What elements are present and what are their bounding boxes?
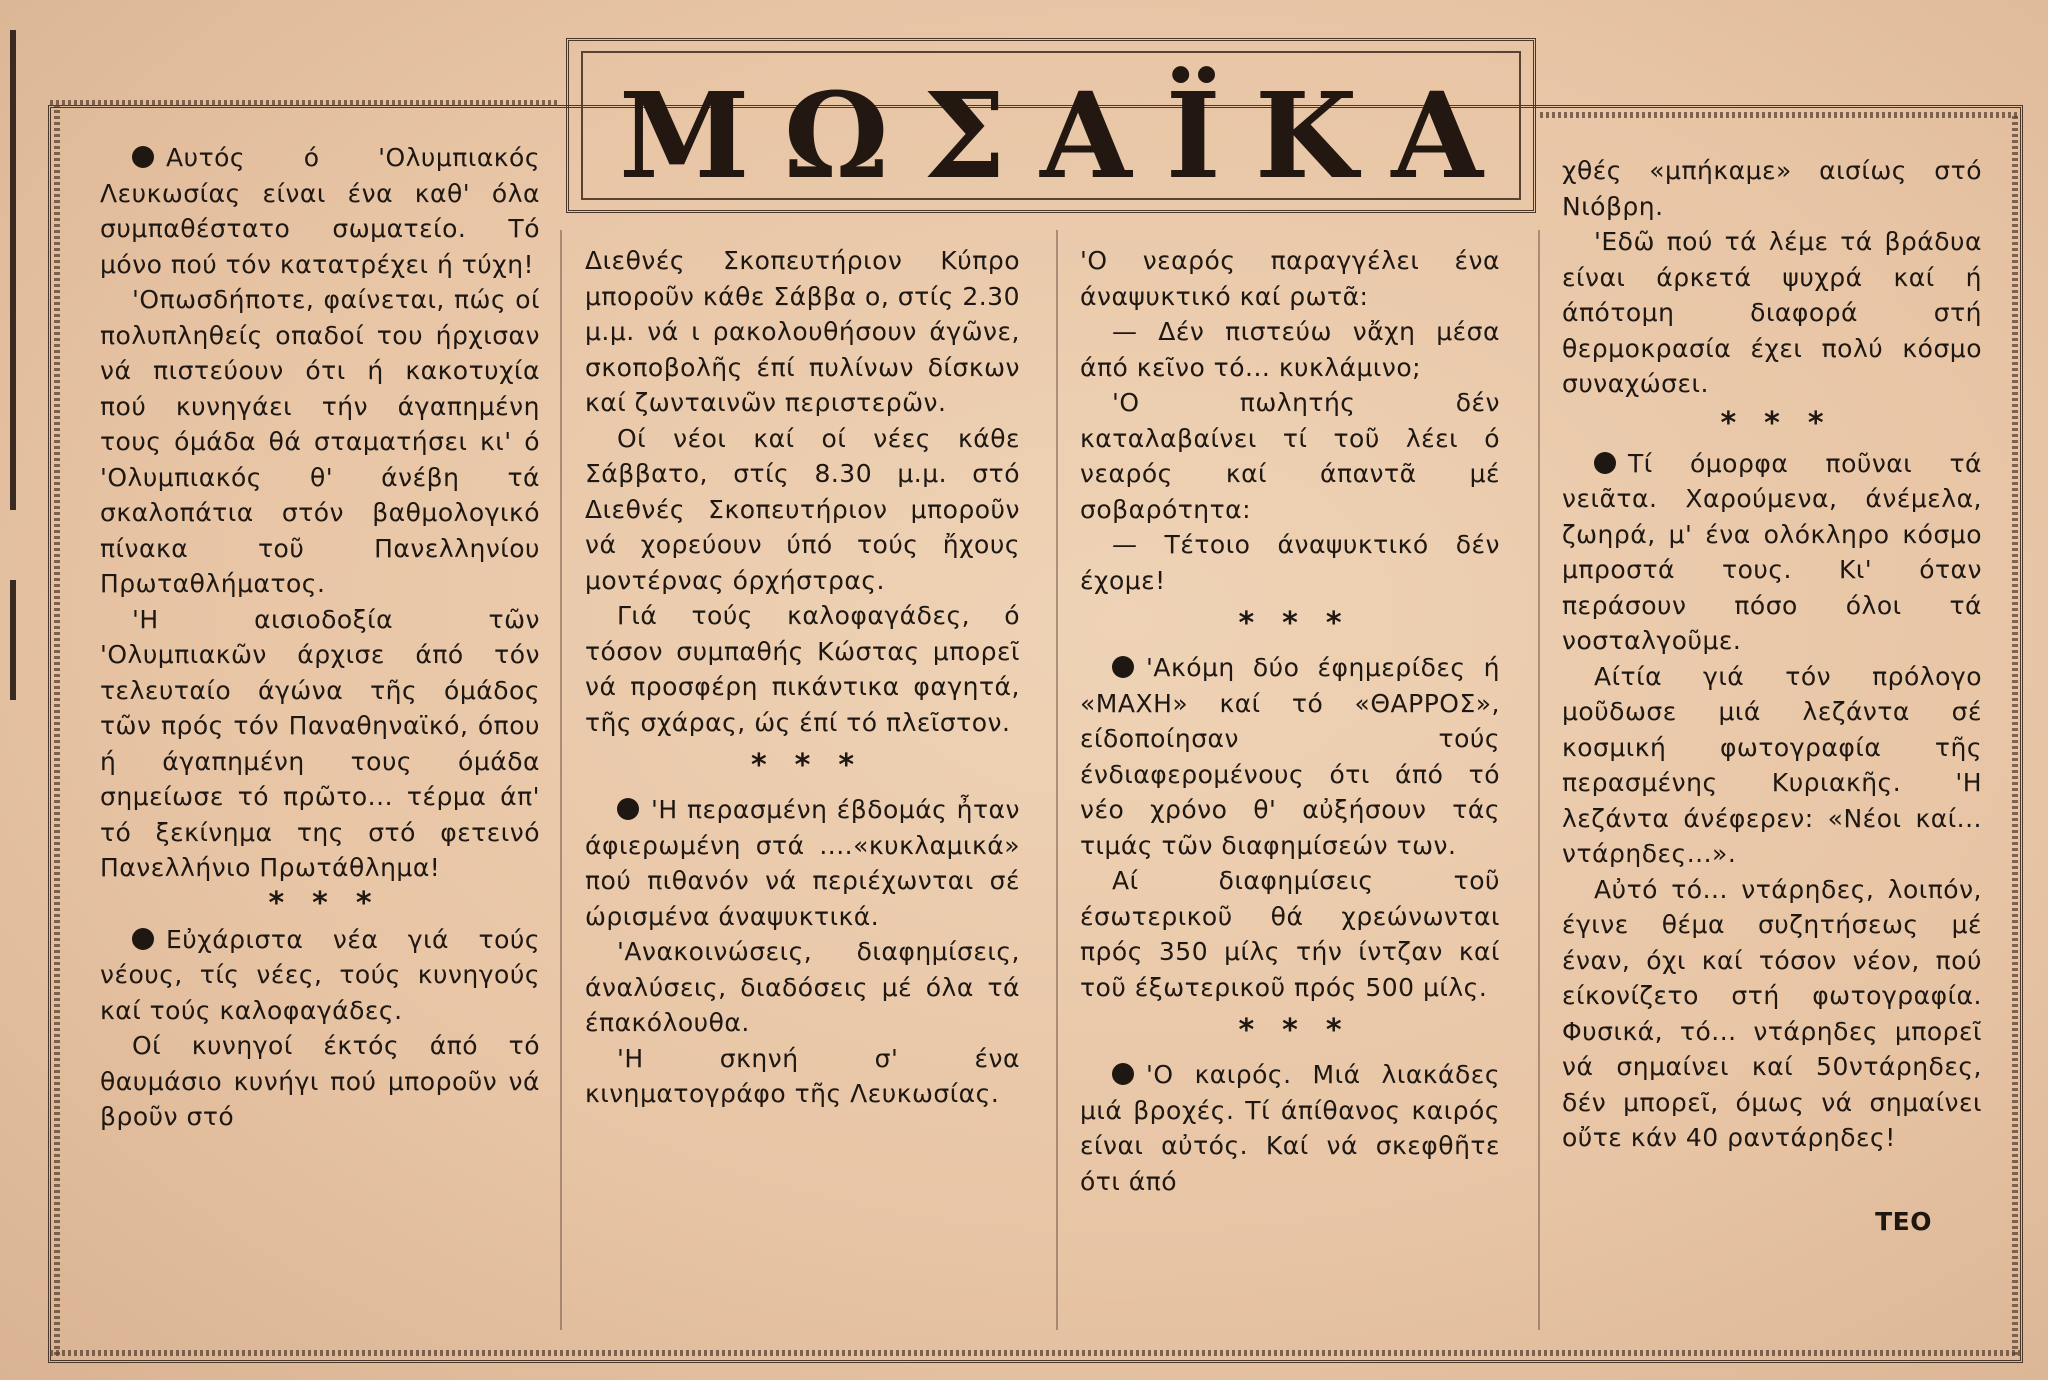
title-box bbox=[566, 38, 1536, 213]
bullet-icon bbox=[1112, 1063, 1134, 1085]
frame-border-right bbox=[2012, 115, 2018, 1355]
paragraph: Αί διαφημίσεις τοῦ έσωτερικοῦ θά χρεώνωνται πρός 350 μίλς τήν ίντζαν καί τοῦ έξωτερικοῦ πρός 500 μίλς. bbox=[1080, 866, 1500, 1002]
paragraph: 'Ανακοινώσεις, διαφημίσεις, άναλύσεις, διαδόσεις μέ όλα τά έπακόλουθα. bbox=[585, 937, 1020, 1037]
column-2 bbox=[585, 243, 1020, 1112]
column-divider bbox=[1056, 230, 1058, 1330]
bullet-icon bbox=[1594, 452, 1616, 474]
paragraph: 'Ο πωλητής δέν καταλαβαίνει τί τοῦ λέει ό νεαρός καί άπαντᾶ μέ σοβαρότητα: bbox=[1080, 388, 1500, 524]
section-separator: *** bbox=[1238, 1013, 1370, 1048]
column-1 bbox=[100, 140, 540, 1135]
paragraph: Αίτία γιά τόν πρόλογο μοῦδωσε μιά λεζάντα σέ κοσμική φωτογραφία τῆς περασμένης Κυριακῆς. 'Η λεζάντα άνέφερεν: «Νέοι καί... ντάρηδες...». bbox=[1562, 661, 1982, 868]
paragraph: — Τέτοιο άναψυκτικό δέν έχομε! bbox=[1080, 530, 1500, 595]
column-divider bbox=[1538, 230, 1540, 1330]
column-3 bbox=[1080, 243, 1500, 1199]
bullet-icon bbox=[132, 146, 154, 168]
paragraph: 'Ο καιρός. Μιά λιακάδες μιά βροχές. Τί άπίθανος καιρός είναι αὐτός. Καί νά σκεφθῆτε ότι άπό bbox=[1080, 1060, 1500, 1196]
section-separator: *** bbox=[268, 885, 400, 921]
column-divider bbox=[560, 230, 562, 1330]
section-separator: *** bbox=[1720, 405, 1852, 441]
page-title: ΜΩΣΑΪΚΑ bbox=[619, 66, 1517, 205]
paragraph: Αυτός ό 'Ολυμπιακός Λευκωσίας είναι ένα καθ' όλα συμπαθέστατο σωματείο. Τό μόνο πού τόν κατατρέχει ή τύχη! bbox=[100, 143, 540, 279]
column-4 bbox=[1562, 153, 1982, 1239]
paragraph: 'Η περασμένη έβδομάς ἦταν άφιερωμένη στά ....«κυκλαμικά» πού πιθανόν νά περιέχωνται σέ ώρισμένα άναψυκτικά. bbox=[585, 795, 1020, 931]
paragraph: Αὐτό τό... ντάρηδες, λοιπόν, έγινε θέμα συζητήσεως μέ έναν, όχι καί τόσον νέον, πού είκονίζετο στή φωτογραφία. Φυσικά, τό... ντάρηδες μπορεῖ νά σημαίνει καί 50ντάρηδες, δέν μπορεῖ, όμως νά σημαίνει οὔτε κάν 40 ραντάρηδες! bbox=[1562, 874, 1982, 1152]
left-edge-mark bbox=[10, 580, 16, 700]
paragraph: Οί κυνηγοί έκτός άπό τό θαυμάσιο κυνήγι πού μποροῦν νά βροῦν στό bbox=[100, 1031, 540, 1131]
paragraph: 'Η αισιοδοξία τῶν 'Ολυμπιακῶν άρχισε άπό τόν τελευταίο άγώνα τῆς όμάδος τῶν πρός τόν Παναθηναϊκό, όπου ή άγαπημένη τους όμάδα σημείωσε τό πρῶτο... τέρμα άπ' τό ξεκίνημα της στό φετεινό Πανελλήνιο Πρωτάθλημα! bbox=[100, 604, 540, 882]
paragraph: χθές «μπήκαμε» αισίως στό Νιόβρη. bbox=[1562, 156, 1982, 221]
section-separator: *** bbox=[750, 748, 883, 783]
paragraph: Διεθνές Σκοπευτήριον Κύπρο μποροῦν κάθε Σάββα ο, στίς 2.30 μ.μ. νά ι ρακολουθήσουν άγῶνε, σκοποβολῆς έπί πυλίνων δίσκων καί ζωνταινῶν περιστερῶν. bbox=[585, 246, 1020, 417]
paragraph: 'Ο νεαρός παραγγέλει ένα άναψυκτικό καί ρωτᾶ: bbox=[1080, 246, 1500, 311]
frame-border-top-right bbox=[1540, 112, 2020, 118]
frame-border-left bbox=[54, 105, 60, 1355]
frame-border-top-left bbox=[50, 100, 560, 106]
frame-border-bottom bbox=[50, 1350, 2022, 1356]
bullet-icon bbox=[1112, 656, 1134, 678]
paragraph: 'Εδῶ πού τά λέμε τά βράδυα είναι άρκετά ψυχρά καί ή άπότομη διαφορά στή θερμοκρασία έχει πολύ κόσμο συναχώσει. bbox=[1562, 227, 1982, 398]
paragraph: Εὐχάριστα νέα γιά τούς νέους, τίς νέες, τούς κυνηγούς καί τούς καλοφαγάδες. bbox=[100, 924, 540, 1025]
bullet-icon bbox=[132, 928, 154, 950]
section-separator: *** bbox=[1238, 606, 1370, 641]
left-edge-mark bbox=[10, 30, 16, 510]
paragraph: 'Η σκηνή σ' ένα κινηματογράφο τῆς Λευκωσίας. bbox=[585, 1043, 1020, 1108]
paragraph: Οί νέοι καί οί νέες κάθε Σάββατο, στίς 8.30 μ.μ. στό Διεθνές Σκοπευτήριον μποροῦν νά χορεύουν ύπό τούς ἤχους μοντέρνας όρχήστρας. bbox=[585, 423, 1020, 595]
paragraph: Γιά τούς καλοφαγάδες, ό τόσον συμπαθής Κώστας μπορεῖ νά προσφέρη πικάντικα φαγητά, τῆς σχάρας, ώς έπί τό πλεῖστον. bbox=[585, 601, 1020, 737]
paragraph: 'Ακόμη δύο έφημερίδες ή «ΜΑΧΗ» καί τό «ΘΑΡΡΟΣ», είδοποίησαν τούς ένδιαφερομένους ότι άπό τό νέο χρόνο θ' αὐξήσουν τάς τιμάς τῶν διαφημίσεών των. bbox=[1080, 653, 1500, 860]
author-signature: ΤΕΟ bbox=[1875, 1206, 1932, 1236]
paragraph: — Δέν πιστεύω νἄχη μέσα άπό κεῖνο τό... κυκλάμινο; bbox=[1080, 317, 1500, 382]
bullet-icon bbox=[617, 798, 639, 820]
paragraph: 'Οπωσδήποτε, φαίνεται, πώς οί πολυπληθείς οπαδοί του ήρχισαν νά πιστεύουν ότι ή κακοτυχία πού κυνηγάει τήν άγαπημένη τους όμάδα θά σταματήσει κι' ό 'Ολυμπιακός θ' άνέβη τά σκαλοπάτια στόν βαθμολογικό πίνακα τοῦ Πανελληνίου Πρωταθλήματος. bbox=[100, 285, 540, 598]
paragraph: Τί όμορφα ποῦναι τά νειᾶτα. Χαρούμενα, άνέμελα, ζωηρά, μ' ένα ολόκληρο κόσμο μπροστά τους. Κι' όταν περάσουν πόσο όλοι τά νοσταλγοῦμε. bbox=[1562, 448, 1982, 655]
